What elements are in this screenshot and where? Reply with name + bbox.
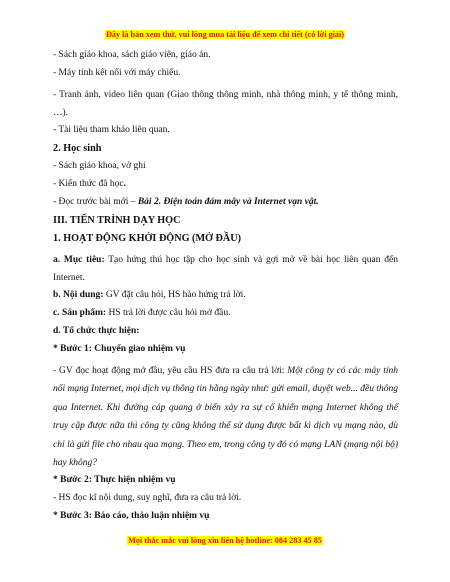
document-body	[53, 50, 398, 529]
organization-heading: d. Tổ chức thực hiện:	[53, 326, 140, 336]
objective-paragraph: a. Mục tiêu: Tạo hứng thú học tập cho học sinh và gợi mở về bài học liên quan đến Internet.	[53, 255, 398, 283]
step-2-heading: * Bước 2: Thực hiện nhiệm vụ	[53, 475, 176, 486]
lesson-title: Bài 2. Điện toán đám mây và Internet vạn vật.	[137, 197, 319, 207]
student-item-knowledge: - Kiến thức đã học.	[53, 179, 126, 189]
step-1-heading: * Bước 1: Chuyển giao nhiệm vụ	[53, 344, 186, 354]
step-3-heading: * Bước 3: Báo cáo, thảo luận nhiệm vụ	[53, 511, 210, 522]
material-item-textbooks: - Sách giáo khoa, sách giáo viên, giáo án.	[53, 50, 211, 60]
material-item-media: - Tranh ảnh, video liên quan (Giao thông thông minh, nhà thông minh, y tế thông minh, …).	[53, 90, 398, 118]
warmup-question-paragraph: - GV đọc hoạt động mở đầu, yêu cầu HS đưa ra câu trả lời: Một công ty có các máy tính nối mạng Internet, mọi dịch vụ thông tin hằng ngày như: gửi email, duyệt web... đều thông qua Internet. Khi đường cáp quang ở biển xảy ra sự cố khiến mạng Internet không thể truy cập được nữa thì công ty cũng không thể sử dụng được bất kì dịch vụ mạng nào, dù chỉ là gửi file cho nhau qua mạng. Theo em, trong công ty đó có mạng LAN (mạng nội bộ) hay không?	[53, 366, 398, 469]
section-heading-warmup: 1. HOẠT ĐỘNG KHỞI ĐỘNG (MỞ ĐẦU)	[53, 233, 241, 244]
student-item-read-ahead: - Đọc trước bài mới – Bài 2. Điện toán đám mây và Internet vạn vật.	[53, 197, 319, 207]
hotline-text: Mọi thắc mắc vui lòng xin liên hệ hotline: 084 283 45 85	[128, 536, 322, 545]
content-paragraph: b. Nội dung: GV đặt câu hỏi, HS hào hứng trả lời.	[53, 290, 246, 300]
step-2-text: - HS đọc kĩ nội dung, suy nghĩ, đưa ra câu trả lời.	[53, 493, 242, 504]
student-item-notebook: - Sách giáo khoa, vở ghi	[53, 161, 146, 171]
preview-notice-text: Đây là bản xem thử, vui lòng mua tài liệu để xem chi tiết (có lời giải)	[105, 30, 344, 39]
hotline-banner	[0, 535, 450, 546]
product-paragraph: c. Sản phẩm: HS trả lời được câu hỏi mở đầu.	[53, 308, 231, 318]
material-item-references: - Tài liệu tham khảo liên quan.	[53, 125, 170, 135]
material-item-computer: - Máy tính kết nối với máy chiếu.	[53, 68, 181, 78]
section-heading-students: 2. Học sinh	[53, 143, 102, 154]
warmup-question-text: Một công ty có các máy tính nối mạng Internet, mọi dịch vụ thông tin hằng ngày như: gửi email, duyệt web... đều thông qua Internet. Khi đường cáp quang ở biển xảy ra sự cố khiến mạng Internet không thể truy cập được nữa thì công ty cũng không thể sử dụng được bất kì dịch vụ mạng nào, dù chỉ là gửi file cho nhau qua mạng. Theo em, trong công ty đó có mạng LAN (mạng nội bộ) hay không?	[53, 366, 398, 469]
section-heading-process: III. TIẾN TRÌNH DẠY HỌC	[53, 215, 181, 226]
preview-notice-banner	[0, 29, 450, 40]
